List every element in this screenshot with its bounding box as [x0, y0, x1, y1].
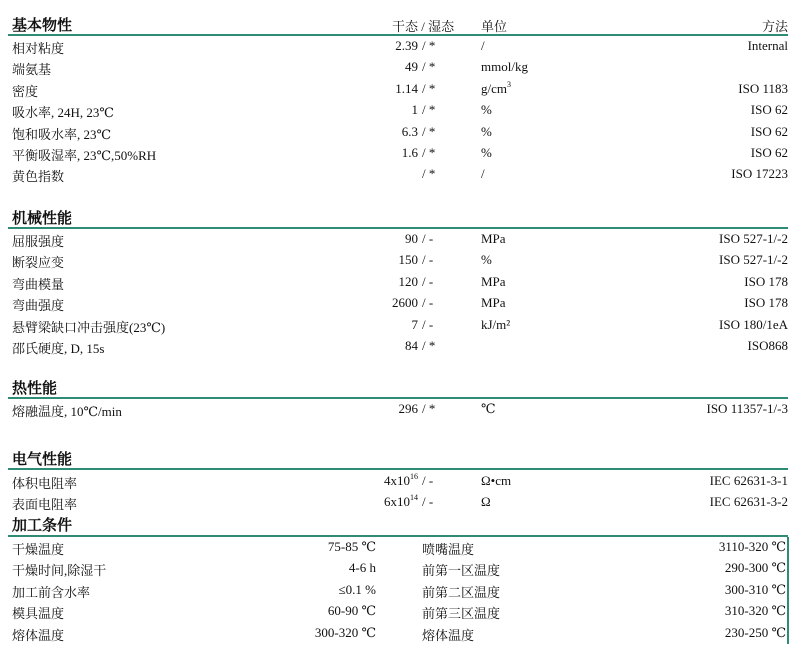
property-value: 1.6: [401, 145, 418, 160]
col-header-value: 干态 / 湿态: [392, 19, 455, 34]
table-row: [0, 623, 804, 644]
table-row: [0, 272, 804, 293]
table-row: [0, 100, 804, 121]
property-unit: [481, 38, 485, 54]
table-row: [0, 558, 804, 579]
property-value: [384, 473, 418, 489]
property-value: 2.39: [395, 38, 418, 53]
property-unit: [481, 102, 492, 118]
test-method: IEC 62631-3-2: [709, 494, 788, 510]
test-method: ISO 17223: [731, 166, 788, 182]
value-base: 4x10: [384, 473, 410, 488]
dry-wet-marker: / *: [422, 166, 436, 182]
processing-side-rule: [787, 537, 789, 644]
test-method: IEC 62631-3-1: [709, 473, 788, 488]
test-method: ISO 1183: [738, 80, 788, 96]
dry-wet-marker: / -: [422, 473, 434, 488]
unit-text: /: [481, 38, 485, 53]
property-name: 断裂应变: [12, 255, 65, 271]
dry-wet-marker: / *: [422, 59, 436, 75]
dry-wet-marker: / -: [422, 252, 434, 268]
test-method: ISO 178: [744, 273, 788, 289]
condition-label: 干燥温度: [12, 542, 65, 557]
dry-wet-marker: / *: [422, 38, 436, 53]
dry-wet-marker: / *: [422, 401, 436, 416]
unit-text: %: [481, 145, 492, 160]
condition-value: 310-320 ℃: [724, 603, 786, 619]
table-row: [0, 293, 804, 314]
unit-exponent: 3: [507, 79, 511, 89]
property-unit: [481, 59, 528, 75]
table-header: [0, 14, 804, 35]
test-method: ISO 180/1eA: [719, 316, 788, 332]
property-unit: [481, 473, 511, 489]
property-value: 150: [398, 252, 418, 268]
test-method: ISO 62: [750, 145, 788, 160]
condition-label: 熔体温度: [422, 627, 475, 643]
property-name: 黄色指数: [12, 169, 65, 185]
unit-text: mmol/kg: [481, 59, 528, 75]
dry-wet-marker: / -: [422, 316, 434, 332]
property-value: 2600: [392, 295, 418, 311]
table-row: [0, 36, 804, 57]
dry-wet-marker: / -: [422, 231, 434, 246]
condition-label: 喷嘴温度: [422, 542, 475, 557]
condition-value: 75-85 ℃: [327, 539, 376, 554]
table-row: [0, 79, 804, 100]
condition-value: 4-6 h: [348, 560, 376, 576]
property-unit: [481, 81, 511, 97]
unit-text: MPa: [481, 295, 506, 311]
property-value: 120: [398, 273, 418, 289]
property-value: [384, 494, 418, 510]
condition-value: ≤0.1 %: [338, 581, 376, 597]
table-row: [0, 122, 804, 143]
unit-text: %: [481, 102, 492, 118]
condition-label: 模具温度: [12, 606, 65, 622]
unit-text: g/cm: [481, 80, 507, 96]
section-title-mechanical: 机械性能: [12, 209, 73, 227]
condition-value: 60-90 ℃: [327, 603, 376, 619]
col-header-unit: 单位: [481, 19, 508, 34]
condition-value: 290-300 ℃: [724, 560, 786, 576]
property-unit: [481, 295, 506, 311]
property-name: 端氨基: [12, 62, 52, 78]
property-value: 90: [405, 231, 418, 246]
property-value: 6.3: [401, 123, 418, 139]
condition-label: 干燥时间,除湿干: [12, 563, 107, 579]
test-method: ISO 178: [744, 295, 788, 311]
property-name: 密度: [12, 83, 39, 99]
property-value: 1: [411, 102, 418, 118]
property-value: 84: [405, 338, 418, 353]
table-row: [0, 471, 804, 492]
condition-value: 300-320 ℃: [314, 624, 376, 640]
test-method: ISO 62: [750, 123, 788, 139]
table-row: [0, 229, 804, 250]
property-unit: [481, 401, 496, 417]
property-name: 相对粘度: [12, 41, 65, 56]
condition-label: 前第一区温度: [422, 563, 501, 579]
dry-wet-marker: / -: [422, 494, 434, 510]
table-row: [0, 537, 804, 558]
unit-text: Ω: [481, 494, 491, 510]
test-method: ISO868: [747, 338, 788, 353]
dry-wet-marker: / *: [422, 123, 436, 139]
property-unit: [481, 124, 492, 140]
property-name: 吸水率, 24H, 23℃: [12, 105, 114, 121]
test-method: ISO 62: [750, 102, 788, 118]
property-unit: [481, 274, 506, 290]
property-value: 1.14: [395, 80, 418, 96]
table-row: [0, 492, 804, 513]
unit-text: MPa: [481, 231, 506, 246]
condition-label: 前第三区温度: [422, 606, 501, 622]
table-row: [0, 250, 804, 271]
dry-wet-marker: / *: [422, 338, 436, 353]
dry-wet-marker: / *: [422, 80, 436, 96]
test-method: ISO 527-1/-2: [719, 252, 788, 268]
property-unit: [481, 494, 491, 510]
table-row: [0, 315, 804, 336]
property-name: 弯曲模量: [12, 276, 65, 292]
property-unit: [481, 231, 506, 247]
condition-value: 230-250 ℃: [724, 624, 786, 640]
table-row: [0, 399, 804, 420]
property-value: 7: [411, 316, 418, 332]
property-name: 表面电阻率: [12, 497, 78, 513]
property-unit: [481, 252, 492, 268]
test-method: ISO 527-1/-2: [719, 231, 788, 246]
value-base: 6x10: [384, 494, 410, 510]
table-row: [0, 57, 804, 78]
condition-label: 熔体温度: [12, 627, 65, 643]
property-name: 平衡吸湿率, 23℃,50%RH: [12, 148, 157, 163]
property-unit: [481, 145, 492, 161]
property-unit: [481, 166, 485, 182]
dry-wet-marker: / -: [422, 273, 434, 289]
value-exponent: 14: [410, 493, 418, 503]
dry-wet-marker: / -: [422, 295, 434, 311]
property-value: 296: [398, 401, 418, 416]
property-name: 熔融温度, 10℃/min: [12, 404, 122, 419]
condition-value: 300-310 ℃: [724, 581, 786, 597]
condition-label: 前第二区温度: [422, 584, 501, 600]
section-title-processing: 加工条件: [12, 516, 73, 534]
section-title-thermal: 热性能: [12, 379, 58, 397]
table-row: [0, 336, 804, 357]
test-method: ISO 11357-1/-3: [706, 401, 788, 416]
property-name: 邵氏硬度, D, 15s: [12, 341, 105, 356]
property-value: 49: [405, 59, 418, 75]
unit-text: MPa: [481, 273, 506, 289]
condition-value: 3110-320 ℃: [718, 539, 786, 554]
test-method: Internal: [747, 38, 788, 53]
table-row: [0, 143, 804, 164]
table-row: [0, 601, 804, 622]
unit-text: %: [481, 123, 492, 139]
col-header-method: 方法: [761, 19, 788, 34]
property-name: 体积电阻率: [12, 476, 78, 491]
condition-label: 加工前含水率: [12, 584, 91, 600]
section-title-basic: 基本物性: [12, 16, 73, 34]
property-name: 弯曲强度: [12, 298, 65, 314]
table-row: [0, 164, 804, 185]
section-title-electrical: 电气性能: [12, 450, 73, 468]
unit-text: Ω•cm: [481, 473, 512, 488]
property-name: 悬臂梁缺口冲击强度(23℃): [12, 319, 166, 335]
unit-text: ℃: [481, 401, 496, 416]
value-exponent: 16: [410, 472, 418, 481]
property-name: 饱和吸水率, 23℃: [12, 126, 112, 142]
dry-wet-marker: / *: [422, 102, 436, 118]
unit-text: /: [481, 166, 485, 182]
table-row: [0, 580, 804, 601]
property-unit: [481, 317, 510, 333]
dry-wet-marker: / *: [422, 145, 436, 160]
unit-text: kJ/m²: [481, 316, 511, 332]
unit-text: %: [481, 252, 492, 268]
property-name: 屈服强度: [12, 234, 65, 249]
section-rule: [8, 468, 788, 470]
